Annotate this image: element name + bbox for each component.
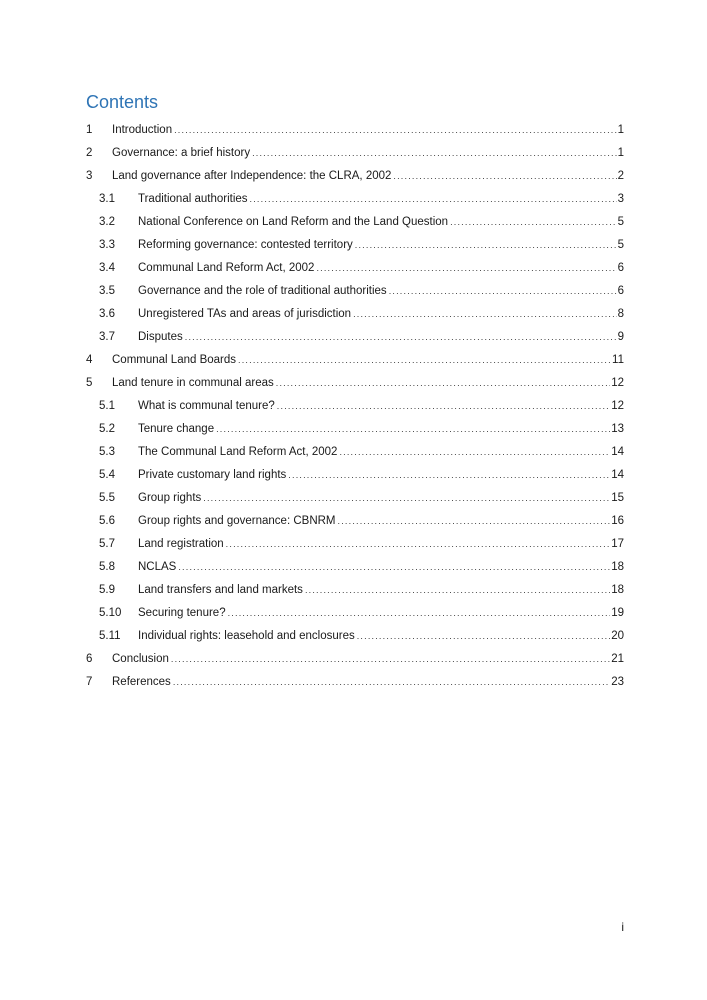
toc-entry[interactable]: [86, 234, 624, 257]
toc-entry-page-number: 23: [611, 676, 624, 688]
toc-entry-page-number: 6: [617, 285, 624, 297]
toc-entry-number: 5.2: [99, 423, 115, 435]
toc-entry-title[interactable]: Tenure change: [138, 423, 215, 435]
toc-entry-title[interactable]: Reforming governance: contested territory: [138, 239, 353, 251]
toc-entry-title[interactable]: Traditional authorities: [138, 193, 248, 205]
toc-entry-page-number: 14: [611, 469, 624, 481]
dot-leader: [389, 280, 617, 303]
dot-leader: [355, 234, 617, 257]
toc-entry-number: 5: [86, 377, 93, 389]
toc-entry-number: 5.5: [99, 492, 115, 504]
dot-leader: [316, 257, 616, 280]
toc-entry-number: 5.9: [99, 584, 115, 596]
toc-entry[interactable]: [86, 142, 624, 165]
dot-leader: [450, 211, 617, 234]
toc-entry-page-number: 3: [617, 193, 624, 205]
toc-entry-title[interactable]: Securing tenure?: [138, 607, 226, 619]
toc-entry[interactable]: [86, 211, 624, 234]
toc-entry-title[interactable]: The Communal Land Reform Act, 2002: [138, 446, 338, 458]
toc-entry-page-number: 5: [617, 239, 624, 251]
page-number-footer: i: [621, 920, 624, 934]
toc-entry-page-number: 1: [617, 124, 624, 136]
toc-entry[interactable]: [86, 579, 624, 602]
toc-entry-number: 7: [86, 676, 93, 688]
dot-leader: [173, 671, 610, 694]
dot-leader: [171, 648, 610, 671]
dot-leader: [353, 303, 617, 326]
toc-entry-number: 4: [86, 354, 93, 366]
toc-entry[interactable]: [86, 349, 624, 372]
toc-entry-page-number: 18: [611, 561, 624, 573]
toc-entry[interactable]: [86, 257, 624, 280]
dot-leader: [226, 533, 611, 556]
toc-entry-number: 3.4: [99, 262, 115, 274]
toc-entry-title[interactable]: What is communal tenure?: [138, 400, 275, 412]
toc-entry[interactable]: [86, 280, 624, 303]
toc-entry-number: 5.1: [99, 400, 115, 412]
toc-entry[interactable]: [86, 441, 624, 464]
toc-entry[interactable]: [86, 418, 624, 441]
toc-entry[interactable]: [86, 602, 624, 625]
toc-entry-number: 3.7: [99, 331, 115, 343]
toc-entry-page-number: 16: [611, 515, 624, 527]
toc-entry-number: 3.1: [99, 193, 115, 205]
toc-entry[interactable]: [86, 648, 624, 671]
toc-entry-page-number: 17: [611, 538, 624, 550]
toc-entry[interactable]: [86, 119, 624, 142]
toc-entry-page-number: 15: [611, 492, 624, 504]
toc-entry-title[interactable]: Land governance after Independence: the CLRA, 2002: [112, 170, 392, 182]
toc-entry-number: 2: [86, 147, 93, 159]
toc-entry[interactable]: [86, 464, 624, 487]
dot-leader: [339, 441, 610, 464]
toc-entry-number: 3.6: [99, 308, 115, 320]
dot-leader: [357, 625, 610, 648]
toc-entry[interactable]: [86, 556, 624, 579]
dot-leader: [174, 119, 616, 142]
toc-entry-title[interactable]: National Conference on Land Reform and the Land Question: [138, 216, 449, 228]
dot-leader: [276, 372, 610, 395]
toc-entry[interactable]: [86, 671, 624, 694]
dot-leader: [288, 464, 610, 487]
toc-entry-title[interactable]: References: [112, 676, 171, 688]
toc-entry[interactable]: [86, 395, 624, 418]
toc-entry-number: 3.5: [99, 285, 115, 297]
toc-entry-number: 5.10: [99, 607, 122, 619]
toc-entry-page-number: 1: [617, 147, 624, 159]
toc-entry-title[interactable]: Unregistered TAs and areas of jurisdiction: [138, 308, 352, 320]
dot-leader: [250, 188, 617, 211]
toc-entry-title[interactable]: Governance: a brief history: [112, 147, 251, 159]
toc-entry-page-number: 8: [617, 308, 624, 320]
toc-entry-title[interactable]: Land transfers and land markets: [138, 584, 303, 596]
toc-entry[interactable]: [86, 326, 624, 349]
toc-entry-number: 5.8: [99, 561, 115, 573]
toc-entry-number: 3.3: [99, 239, 115, 251]
dot-leader: [185, 326, 617, 349]
dot-leader: [252, 142, 617, 165]
toc-entry-number: 3: [86, 170, 93, 182]
dot-leader: [305, 579, 610, 602]
toc-entry-page-number: 13: [611, 423, 624, 435]
toc-entry-page-number: 19: [611, 607, 624, 619]
toc-entry-title[interactable]: Governance and the role of traditional authorities: [138, 285, 387, 297]
toc-entry-title[interactable]: Introduction: [112, 124, 173, 136]
toc-entry-page-number: 2: [617, 170, 624, 182]
toc-entry[interactable]: [86, 487, 624, 510]
toc-entry-title[interactable]: Communal Land Reform Act, 2002: [138, 262, 315, 274]
toc-entry-title[interactable]: Group rights: [138, 492, 202, 504]
toc-entry-page-number: 12: [611, 400, 624, 412]
toc-entry-number: 5.6: [99, 515, 115, 527]
dot-leader: [393, 165, 616, 188]
toc-entry-number: 5.11: [99, 630, 121, 642]
toc-entry-page-number: 5: [617, 216, 624, 228]
toc-entry-number: 5.4: [99, 469, 115, 481]
toc-entry[interactable]: [86, 533, 624, 556]
dot-leader: [178, 556, 610, 579]
toc-entry-title[interactable]: Communal Land Boards: [112, 354, 237, 366]
toc-entry-title[interactable]: Conclusion: [112, 653, 169, 665]
toc-entry-number: 3.2: [99, 216, 115, 228]
dot-leader: [216, 418, 610, 441]
dot-leader: [228, 602, 611, 625]
toc-entry-page-number: 6: [617, 262, 624, 274]
toc-entry[interactable]: [86, 510, 624, 533]
toc-entry-number: 1: [86, 124, 93, 136]
toc-entry-number: 5.7: [99, 538, 115, 550]
toc-entry-page-number: 21: [611, 653, 624, 665]
toc-entry-title[interactable]: NCLAS: [138, 561, 177, 573]
toc-entry[interactable]: [86, 165, 624, 188]
toc-entry-page-number: 20: [611, 630, 624, 642]
toc-heading: Contents: [86, 92, 159, 112]
toc-entry-title[interactable]: Land tenure in communal areas: [112, 377, 274, 389]
toc-entry-title[interactable]: Group rights and governance: CBNRM: [138, 515, 336, 527]
toc-entry-page-number: 11: [612, 354, 624, 366]
toc-entry-title[interactable]: Disputes: [138, 331, 183, 343]
dot-leader: [238, 349, 611, 372]
toc-entry[interactable]: [86, 372, 624, 395]
dot-leader: [277, 395, 610, 418]
dot-leader: [203, 487, 610, 510]
toc-entry[interactable]: [86, 188, 624, 211]
toc-entry[interactable]: [86, 625, 624, 648]
table-of-contents: [86, 119, 624, 694]
toc-entry-title[interactable]: Land registration: [138, 538, 224, 550]
toc-entry[interactable]: [86, 303, 624, 326]
toc-entry-number: 6: [86, 653, 93, 665]
toc-entry-page-number: 9: [617, 331, 624, 343]
toc-entry-title[interactable]: Private customary land rights: [138, 469, 287, 481]
dot-leader: [338, 510, 611, 533]
toc-entry-page-number: 14: [611, 446, 624, 458]
toc-entry-page-number: 12: [611, 377, 624, 389]
toc-entry-number: 5.3: [99, 446, 115, 458]
toc-entry-page-number: 18: [611, 584, 624, 596]
toc-entry-title[interactable]: Individual rights: leasehold and enclosures: [138, 630, 355, 642]
